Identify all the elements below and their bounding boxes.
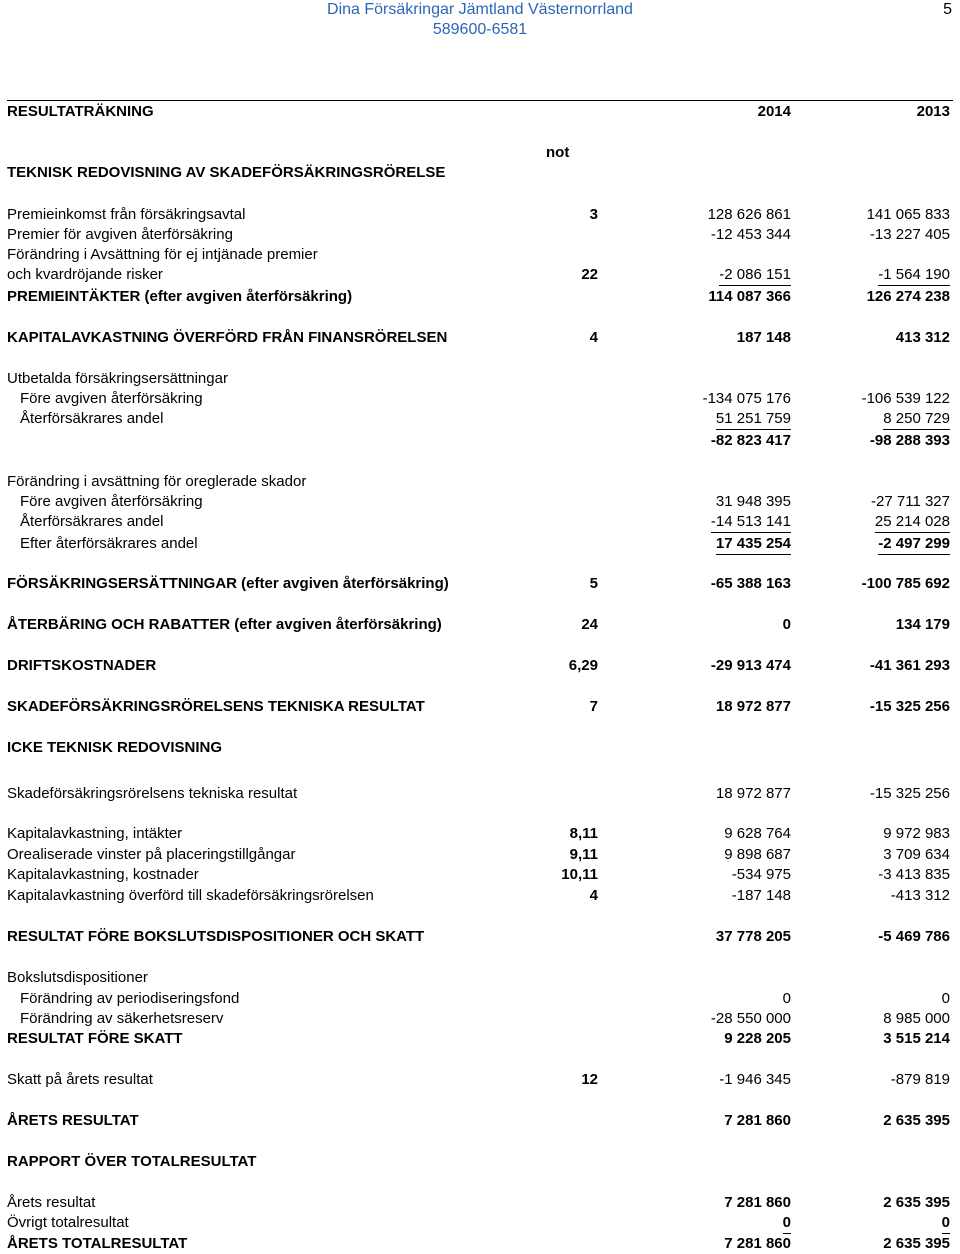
table-row: [0, 245, 960, 265]
table-row: [0, 389, 960, 409]
row-value-2013: 3 515 214: [883, 1030, 950, 1047]
row-note: 9,11: [569, 846, 598, 863]
row-label: TEKNISK REDOVISNING AV SKADEFÖRSÄKRINGSRÖRELSE: [7, 164, 446, 181]
row-value-2013: -41 361 293: [869, 657, 950, 674]
table-row: [0, 1111, 960, 1131]
row-value-2014: 17 435 254: [716, 534, 791, 555]
row-value-2014: -14 513 141: [711, 512, 791, 533]
row-value-2013: 3 709 634: [883, 846, 950, 863]
table-row: [0, 927, 960, 947]
row-value-2013: 141 065 833: [866, 206, 950, 223]
row-value-2013: 2 635 395: [883, 1235, 950, 1252]
row-value-2013: -1 564 190: [878, 265, 950, 286]
row-label: Utbetalda försäkringsersättningar: [7, 370, 228, 387]
table-row: [0, 1213, 960, 1233]
row-value-2013: 2 635 395: [883, 1112, 950, 1129]
row-note: 7: [589, 698, 598, 715]
table-row: [0, 574, 960, 594]
row-value-2014: 0: [782, 990, 791, 1007]
table-row: [0, 492, 960, 512]
table-row: [0, 265, 960, 285]
row-value-2014: -2 086 151: [719, 265, 791, 286]
row-value-2013: 126 274 238: [866, 288, 950, 305]
statement-title: RESULTATRÄKNING: [7, 103, 154, 120]
row-label: Före avgiven återförsäkring: [20, 390, 203, 407]
row-value-2014: -29 913 474: [710, 657, 791, 674]
row-value-2014: 18 972 877: [715, 785, 791, 802]
row-note: 4: [589, 329, 598, 346]
table-row: [0, 534, 960, 554]
row-value-2014: -187 148: [731, 887, 791, 904]
row-label: ICKE TEKNISK REDOVISNING: [7, 739, 223, 756]
table-row: [0, 328, 960, 348]
row-label: Bokslutsdispositioner: [7, 969, 148, 986]
row-value-2014: 9 228 205: [724, 1030, 791, 1047]
row-value-2014: 187 148: [736, 329, 791, 346]
row-label: Förändring av periodiseringsfond: [20, 990, 240, 1007]
table-row: [0, 472, 960, 492]
table-row: [0, 1070, 960, 1090]
row-value-2014: -12 453 344: [710, 226, 791, 243]
table-row: [0, 845, 960, 865]
row-label: RESULTAT FÖRE BOKSLUTSDISPOSITIONER OCH SKATT: [7, 928, 425, 945]
table-row: [0, 1029, 960, 1049]
row-value-2014: 37 778 205: [715, 928, 791, 945]
row-value-2014: 31 948 395: [715, 493, 791, 510]
table-row: [0, 369, 960, 389]
row-value-2014: 51 251 759: [716, 409, 791, 430]
row-value-2013: -2 497 299: [878, 534, 950, 555]
table-row: [0, 431, 960, 451]
row-note: 6,29: [568, 657, 598, 674]
row-label: Premier för avgiven återförsäkring: [7, 226, 233, 243]
row-label: ÅTERBÄRING OCH RABATTER (efter avgiven återförsäkring): [7, 616, 442, 633]
row-value-2014: 18 972 877: [715, 698, 791, 715]
table-row: [0, 656, 960, 676]
note-column-header: not: [546, 144, 570, 161]
row-note: 10,11: [561, 866, 598, 883]
row-value-2014: -65 388 163: [710, 575, 791, 592]
row-label: Förändring i avsättning för oreglerade skador: [7, 473, 307, 490]
table-row: [0, 824, 960, 844]
row-label: Premieinkomst från försäkringsavtal: [7, 206, 246, 223]
row-label: Orealiserade vinster på placeringstillgångar: [7, 846, 296, 863]
row-note: 22: [581, 266, 598, 283]
table-row: [0, 1152, 960, 1172]
row-label: Förändring av säkerhetsreserv: [20, 1010, 224, 1027]
row-label: RESULTAT FÖRE SKATT: [7, 1030, 183, 1047]
row-label: Kapitalavkastning, kostnader: [7, 866, 199, 883]
row-label: ÅRETS TOTALRESULTAT: [7, 1235, 188, 1252]
row-label: Skatt på årets resultat: [7, 1071, 153, 1088]
row-value-2014: -28 550 000: [710, 1010, 791, 1027]
row-value-2013: -98 288 393: [869, 432, 950, 449]
table-row: [0, 512, 960, 532]
row-value-2013: -27 711 327: [871, 493, 950, 510]
row-label: och kvardröjande risker: [7, 266, 163, 283]
row-value-2014: -82 823 417: [710, 432, 791, 449]
row-value-2014: -534 975: [731, 866, 791, 883]
row-value-2013: 413 312: [895, 329, 950, 346]
row-label: FÖRSÄKRINGSERSÄTTNINGAR (efter avgiven återförsäkring): [7, 575, 449, 592]
row-label: PREMIEINTÄKTER (efter avgiven återförsäkring): [7, 288, 353, 305]
row-value-2013: 0: [941, 990, 950, 1007]
table-row: [0, 784, 960, 804]
row-note: 4: [589, 887, 598, 904]
row-value-2013: -106 539 122: [861, 390, 950, 407]
header-org-number: 589600-6581: [432, 21, 528, 38]
row-label: KAPITALAVKASTNING ÖVERFÖRD FRÅN FINANSRÖRELSEN: [7, 329, 448, 346]
row-label: ÅRETS RESULTAT: [7, 1112, 139, 1129]
row-label: Förändring i Avsättning för ej intjänade premier: [7, 246, 318, 263]
header-title: Dina Försäkringar Jämtland Västernorrland: [327, 1, 633, 18]
row-value-2013: -413 312: [890, 887, 950, 904]
row-label: Skadeförsäkringsrörelsens tekniska resultat: [7, 785, 298, 802]
row-label: Årets resultat: [7, 1194, 96, 1211]
table-row: [0, 886, 960, 906]
table-row: [0, 697, 960, 717]
table-row: [0, 615, 960, 635]
row-label: Återförsäkrares andel: [20, 513, 164, 530]
table-row: [0, 968, 960, 988]
row-value-2014: 9 898 687: [724, 846, 791, 863]
row-value-2013: -879 819: [890, 1071, 950, 1088]
table-row: [0, 225, 960, 245]
row-note: 8,11: [569, 825, 598, 842]
row-value-2013: -13 227 405: [869, 226, 950, 243]
row-value-2013: 25 214 028: [875, 512, 950, 533]
row-value-2014: 0: [782, 616, 791, 633]
table-row: [0, 163, 960, 183]
row-label: Före avgiven återförsäkring: [20, 493, 203, 510]
table-row: [0, 738, 960, 758]
row-label: SKADEFÖRSÄKRINGSRÖRELSENS TEKNISKA RESULTAT: [7, 698, 425, 715]
row-value-2013: 8 250 729: [883, 409, 950, 430]
row-value-2013: 8 985 000: [883, 1010, 950, 1027]
row-value-2014: 7 281 860: [724, 1235, 791, 1252]
table-row: [0, 989, 960, 1009]
row-label: Efter återförsäkrares andel: [20, 535, 198, 552]
table-row: [0, 1193, 960, 1213]
year-2013-header: 2013: [916, 103, 950, 120]
year-2014-header: 2014: [757, 103, 791, 120]
row-value-2013: 134 179: [895, 616, 950, 633]
table-row: [0, 287, 960, 307]
row-value-2013: -15 325 256: [869, 785, 950, 802]
table-row: [0, 865, 960, 885]
table-row: [0, 409, 960, 429]
row-note: 24: [581, 616, 598, 633]
row-value-2014: -134 075 176: [702, 390, 791, 407]
row-label: Kapitalavkastning, intäkter: [7, 825, 183, 842]
row-label: Återförsäkrares andel: [20, 410, 164, 427]
row-value-2014: 128 626 861: [707, 206, 791, 223]
row-note: 3: [589, 206, 598, 223]
row-value-2014: 7 281 860: [724, 1194, 791, 1211]
table-row: [0, 1009, 960, 1029]
table-row: [0, 1234, 960, 1254]
row-value-2013: -15 325 256: [869, 698, 950, 715]
row-value-2013: 9 972 983: [883, 825, 950, 842]
row-label: DRIFTSKOSTNADER: [7, 657, 157, 674]
row-value-2013: -3 413 835: [878, 866, 950, 883]
row-value-2014: 0: [783, 1213, 791, 1234]
row-label: RAPPORT ÖVER TOTALRESULTAT: [7, 1153, 257, 1170]
row-value-2013: 0: [942, 1213, 950, 1234]
row-label: Kapitalavkastning överförd till skadeförsäkringsrörelsen: [7, 887, 374, 904]
row-note: 12: [581, 1071, 598, 1088]
row-value-2013: -100 785 692: [861, 575, 950, 592]
row-value-2014: 114 087 366: [708, 288, 791, 305]
table-row: [0, 205, 960, 225]
row-value-2014: -1 946 345: [719, 1071, 791, 1088]
page-number: 5: [943, 1, 952, 18]
row-note: 5: [589, 575, 598, 592]
row-value-2014: 7 281 860: [724, 1112, 791, 1129]
row-value-2014: 9 628 764: [724, 825, 791, 842]
row-value-2013: -5 469 786: [878, 928, 950, 945]
row-value-2013: 2 635 395: [883, 1194, 950, 1211]
row-label: Övrigt totalresultat: [7, 1214, 129, 1231]
